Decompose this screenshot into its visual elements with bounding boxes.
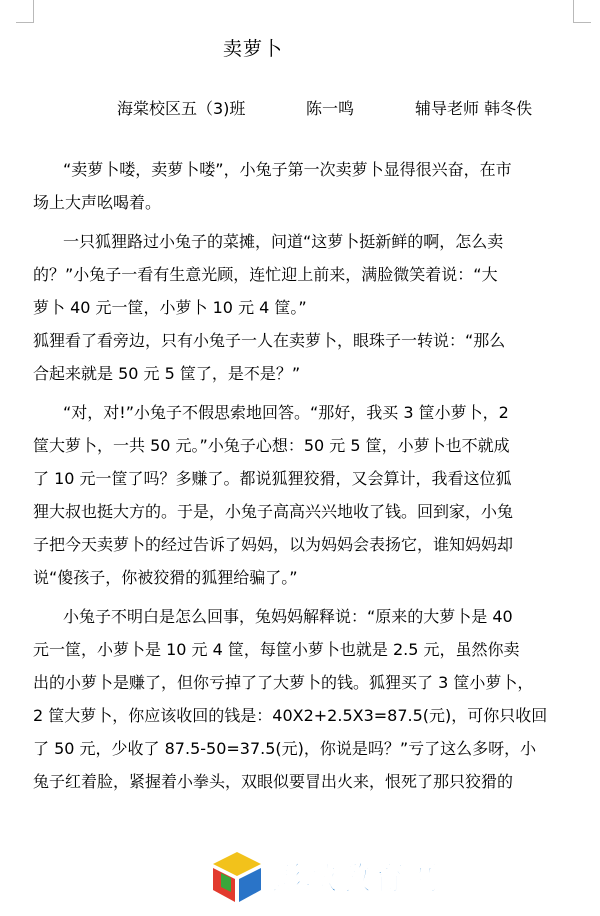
byline-author: 陈一鸣 [306, 99, 355, 118]
body-line: 一只狐狸路过小兔子的菜摊，问道“这萝卜挺新鲜的啊，怎么卖 [63, 232, 504, 251]
body-line: “卖萝卜喽，卖萝卜喽”，小兔子第一次卖萝卜显得很兴奋，在市 [63, 160, 512, 179]
body-line: 场上大声吆喝着。 [33, 193, 162, 212]
body-line: 子把今天卖萝卜的经过告诉了妈妈，以为妈妈会表扬它，谁知妈妈却 [33, 535, 514, 554]
page-corner-mark-left [16, 0, 34, 23]
body-line: 的？”小兔子一看有生意光顾，连忙迎上前来，满脸微笑着说：“大 [33, 265, 498, 284]
byline-teacher: 辅导老师 韩冬佚 [415, 99, 533, 118]
body-line: 合起来就是 50 元 5 筐了，是不是？” [33, 364, 301, 383]
body-line: 小兔子不明白是怎么回事，兔妈妈解释说：“原来的大萝卜是 40 [63, 607, 513, 626]
body-line: 狸大叔也挺大方的。于是，小兔子高高兴兴地收了钱。回到家，小兔 [33, 502, 514, 521]
body-line: 兔子红着脸，紧握着小拳头，双眼似要冒出火来，恨死了那只狡猾的 [33, 772, 514, 791]
body-line: 2 筐大萝卜，你应该收回的钱是：40X2+2.5X3=87.5(元)，可你只收回 [33, 706, 548, 725]
body-line: 了 50 元，少收了 87.5-50=37.5(元)，你说是吗？”亏了这么多呀，小 [33, 739, 537, 758]
body-line: 萝卜 40 元一筐，小萝卜 10 元 4 筐。” [33, 298, 307, 317]
watermark-text: 彭城教育网 [271, 859, 442, 897]
body-line: 了 10 元一筐了吗？多赚了。都说狐狸狡猾，又会算计，我看这位狐 [33, 469, 512, 488]
watermark [207, 844, 441, 908]
document-title: 卖萝卜 [223, 38, 284, 60]
body-line: 狐狸看了看旁边，只有小兔子一人在卖萝卜，眼珠子一转说：“那么 [33, 331, 506, 350]
page-corner-mark-right [573, 0, 591, 23]
body-line: 筐大萝卜，一共 50 元。”小兔子心想：50 元 5 筐，小萝卜也不就成 [33, 436, 510, 455]
body-line: 说“傻孩子，你被狡猾的狐狸给骗了。” [33, 568, 298, 587]
body-line: 元一筐，小萝卜是 10 元 4 筐，每筐小萝卜也就是 2.5 元，虽然你卖 [33, 640, 520, 659]
byline-class: 海棠校区五（3)班 [117, 99, 246, 118]
book-logo-icon [207, 846, 267, 906]
body-line: “对，对!”小兔子不假思索地回答。“那好，我买 3 筐小萝卜，2 [63, 403, 509, 422]
document-body [33, 153, 578, 798]
body-line: 出的小萝卜是赚了，但你亏掉了了大萝卜的钱。狐狸买了 3 筐小萝卜， [33, 673, 534, 692]
